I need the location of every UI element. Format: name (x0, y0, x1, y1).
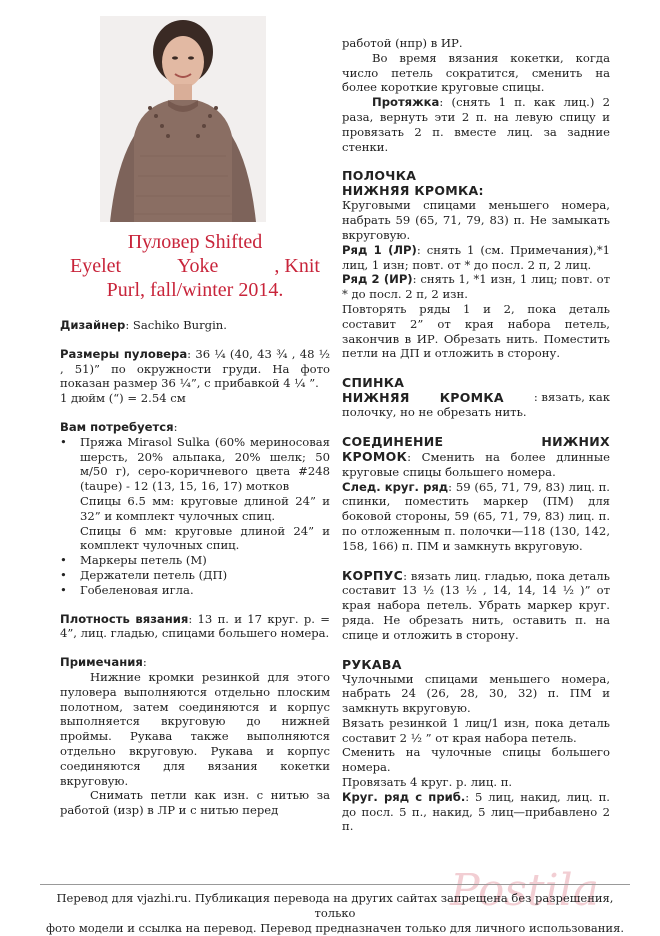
sizes-label: Размеры пуловера (60, 346, 188, 361)
notes-continued: работой (нпр) в ИР. (342, 36, 463, 50)
sleeves-heading: РУКАВА (342, 656, 402, 672)
pull-label: Протяжка (372, 95, 440, 110)
body-section: КОРПУС: вязать лиц. гладью, пока деталь составит 13 ½ (13 ½ , 14, 14, 14 ½ )” от края набора петель. Убрать маркер круг. ряда. Не обрезать нить, оставить п. на спице и отложить в сторону. (342, 567, 610, 642)
materials-label: Вам потребуется (60, 419, 174, 434)
footer-note (40, 884, 630, 936)
front-cast-on: Круговыми спицами меньшего номера, набрать 59 (65, 71, 79, 83) п. Не замыкать вкруговую. (342, 198, 610, 242)
join-text: КРОМОК: Сменить на более длинные круговые спицы большего номера. (342, 448, 610, 479)
gauge-paragraph (60, 612, 330, 642)
left-column (60, 318, 330, 818)
notes-paragraph-1: Нижние кромки резинкой для этого пуловера выполняются отдельно плоским полотном, затем соединяются и корпус выполняется вкруговую до нижней проймы. Рукава также выполняются отдельно вкруговую. Рукава и корпус соединяются для вязания кокетки вкруговую. (60, 669, 330, 788)
designer-line (60, 318, 330, 333)
model-photo (100, 16, 266, 222)
sizes-paragraph (60, 347, 330, 391)
front-repeat: Повторять ряды 1 и 2, пока деталь составит 2” от края набора петель, закончив в ИР. Обрезать нить. Поместить петли на ДП и отложить в сторону. (342, 301, 610, 361)
back-hem-line: НИЖНЯЯ КРОМКА : вязать, как (342, 390, 610, 406)
materials-item: Спицы 6 мм: круговые длиной 24” и комплект чулочных спиц. (80, 523, 330, 553)
title-word-eyelet: Eyelet (70, 255, 122, 277)
gauge-text: : 13 п. и 17 круг. р. = 4”, лиц. гладью, спицами большего номера. (60, 611, 331, 641)
notes-heading: Примечания: (60, 655, 147, 670)
pattern-title (60, 230, 330, 302)
sleeves-rib: Вязать резинкой 1 лиц/1 изн, пока деталь составит 2 ½ ” от края набора петель. (342, 715, 610, 745)
materials-item: • Пряжа Mirasol Sulka (60% мериносовая шерсть, 20% альпака, 20% шелк; 50 м/50 г), серо-коричневого цвета #248 (taupe) - 12 (13, 15, 16, 17) мотков (60, 434, 330, 494)
sleeves-increase-round: Круг. ряд с приб.: 5 лиц, накид, лиц. п. до посл. 5 п., накид, 5 лиц—прибавлено 2 п. (342, 789, 610, 834)
sleeves-knit-rounds: Провязать 4 круг. р. лиц. п. (342, 775, 513, 790)
footer-line-2: фото модели и ссылка на перевод. Перевод предназначен только для личного использования. (45, 921, 624, 935)
materials-item: • Гобеленовая игла. (60, 582, 194, 597)
title-word-knit: , Knit (274, 255, 320, 277)
notes-paragraph-2: Снимать петли как изн. с нитью за работой (изр) в ЛР и с нитью перед (60, 788, 330, 818)
sweater-model-image (100, 16, 266, 222)
back-heading: СПИНКА (342, 375, 405, 391)
join-next-round: След. круг. ряд: 59 (65, 71, 79, 83) лиц. п. спинки, поместить маркер (ПМ) для боковой стороны, 59 (65, 71, 79, 83) лиц. п. по отложенным п. полочки—118 (130, 142, 158, 166) п. ПМ и замкнуть вкруговую. (342, 479, 610, 553)
designer-value: : Sachiko Burgin. (125, 318, 227, 332)
title-word-yoke: Yoke (177, 255, 219, 277)
materials-item: Спицы 6.5 мм: круговые длиной 24” и 32” и комплект чулочных спиц. (80, 493, 330, 523)
front-hem-heading: НИЖНЯЯ КРОМКА: (342, 183, 484, 199)
materials-item: • Маркеры петель (М) (60, 553, 207, 568)
svg-text:Postila: Postila (450, 865, 599, 916)
title-line-3: Purl, fall/winter 2014. (106, 279, 284, 301)
footer-line-1: Перевод для vjazhi.ru. Публикация перевода на других сайтах запрещена без разрешения, только (56, 891, 614, 920)
back-hem-text: полочку, но не обрезать нить. (342, 405, 527, 420)
right-column (342, 36, 610, 834)
sleeves-change-needles: Сменить на чулочные спицы большего номера. (342, 745, 610, 775)
gauge-label: Плотность вязания (60, 611, 189, 626)
title-line-2 (60, 254, 330, 278)
title-line-1: Пуловер Shifted (127, 231, 263, 253)
designer-label: Дизайнер (60, 318, 126, 332)
front-row-2: Ряд 2 (ИР): снять 1, *1 изн, 1 лиц; повт. от * до посл. 2 п, 2 изн. (342, 272, 611, 302)
sizes-text: : 36 ¼ (40, 43 ¾ , 48 ½ , 51)” по окружности груди. На фото показан размер 36 ¼”, с прибавкой 4 ¼ ”. (60, 346, 330, 391)
pull-definition: Протяжка: (снять 1 п. как лиц.) 2 раза, вернуть эти 2 п. на левую спицу и провязать 2 п. вместе лиц. за задние стенки. (342, 95, 610, 154)
inch-conversion: 1 дюйм (“) = 2.54 см (60, 391, 186, 406)
join-heading: СОЕДИНЕНИЕ НИЖНИХ (342, 433, 610, 449)
front-heading: ПОЛОЧКА (342, 168, 417, 184)
materials-item: • Держатели петель (ДП) (60, 567, 228, 582)
materials-heading: Вам потребуется: (60, 419, 178, 434)
yoke-needle-note: Во время вязания кокетки, когда число петель сократится, сменить на более короткие круговые спицы. (342, 50, 610, 95)
front-row-1: Ряд 1 (ЛР): снять 1 (см. Примечания),*1 лиц, 1 изн; повт. от * до посл. 2 п, 2 лиц. (342, 242, 610, 272)
sleeves-cast-on: Чулочными спицами меньшего номера, набрать 24 (26, 28, 30, 32) п. ПМ и замкнуть вкруговую. (342, 671, 610, 716)
notes-label: Примечания (60, 655, 143, 670)
